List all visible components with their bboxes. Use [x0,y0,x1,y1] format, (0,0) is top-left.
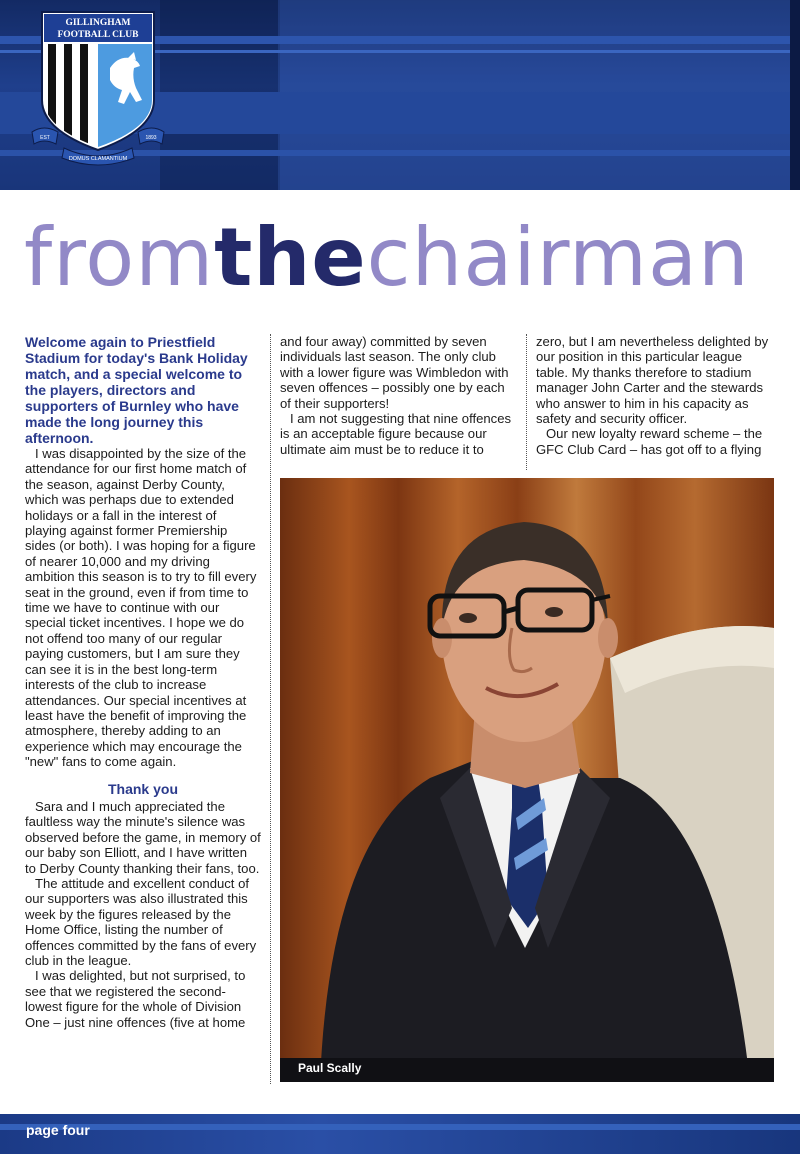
header-edge [790,0,800,190]
crest-name-line1: GILLINGHAM [65,18,131,28]
article-column-2 [280,334,514,457]
footer-stripe [0,1124,800,1130]
footer-band [0,1114,800,1154]
title-part-from: from [24,211,215,304]
title-part-chairman: chairman [366,211,750,304]
portrait-illustration [280,478,774,1082]
article-paragraph: I am not suggesting that nine offences is an acceptable figure because our ultimate aim must be to reduce it to [280,411,512,457]
article-paragraph: The attitude and excellent conduct of our supporters was also illustrated this week by the figures released by the Home Office, listing the number of offences committed by the fans of every club in the league. [25,875,257,968]
article-column-1 [25,334,261,1030]
photo-caption: Paul Scally [298,1061,362,1075]
article-paragraph: and four away) committed by seven individuals last season. The only club with a lower figure was Wimbledon with seven offences – possibly one by each of their supporters! [280,334,509,411]
crest-est-left: EST [40,135,50,141]
crest-motto: DOMUS CLAMANTIUM [68,156,128,162]
article-subheading: Thank you [107,780,178,797]
title-part-the: the [214,211,367,304]
column-divider [526,334,527,470]
article-paragraph: I was delighted, but not surprised, to see that we registered the second-lowest figure for the whole of Division One – just nine offences (five at home [25,968,246,1030]
article-column-3 [536,334,772,457]
article-paragraph: Our new loyalty reward scheme – the GFC Club Card – has got off to a flying [536,426,763,457]
article-paragraph: Sara and I much appreciated the faultless way the minute's silence was observed before the game, in memory of our baby son Elliott, and I have written to Derby County thanking their fans, too. [25,798,261,876]
crest-name-line2: FOOTBALL CLUB [57,30,139,40]
club-crest-logo [28,8,168,170]
chairman-photo [280,478,774,1082]
article-intro: Welcome again to Priestfield Stadium for today's Bank Holiday match, and a special welcome to the players, directors and supporters of Burnley who have made the long journey this afternoon. [25,334,248,446]
article-paragraph: zero, but I am nevertheless delighted by our position in this particular league table. My thanks therefore to stadium manager John Carter and the stewards who answer to him in his capacity as safety and security officer. [536,334,769,427]
page-number: page four [26,1122,90,1138]
header-band [0,0,800,190]
column-divider [270,334,271,1084]
article-paragraph: I was disappointed by the size of the attendance for our first home match of the season, against Derby County, which was perhaps due to extended holidays or a fall in the interest of playing against former Premiership sides (or both). I was hoping for a figure of nearer 10,000 and my driving ambition this season is to try to fill every seat in the ground, even if from time to time we have to continue with our special ticket incentives. I hope we do not offend too many of our regular paying customers, but I am sure they can see it is in the best long-term interests of the club to increase attendances. Our special incentives at least have the benefit of improving the atmosphere, thereby adding to an experience which may encourage the "new" fans to come again. [25,446,257,770]
page-title [24,208,784,308]
crest-est-right: 1893 [145,135,157,141]
